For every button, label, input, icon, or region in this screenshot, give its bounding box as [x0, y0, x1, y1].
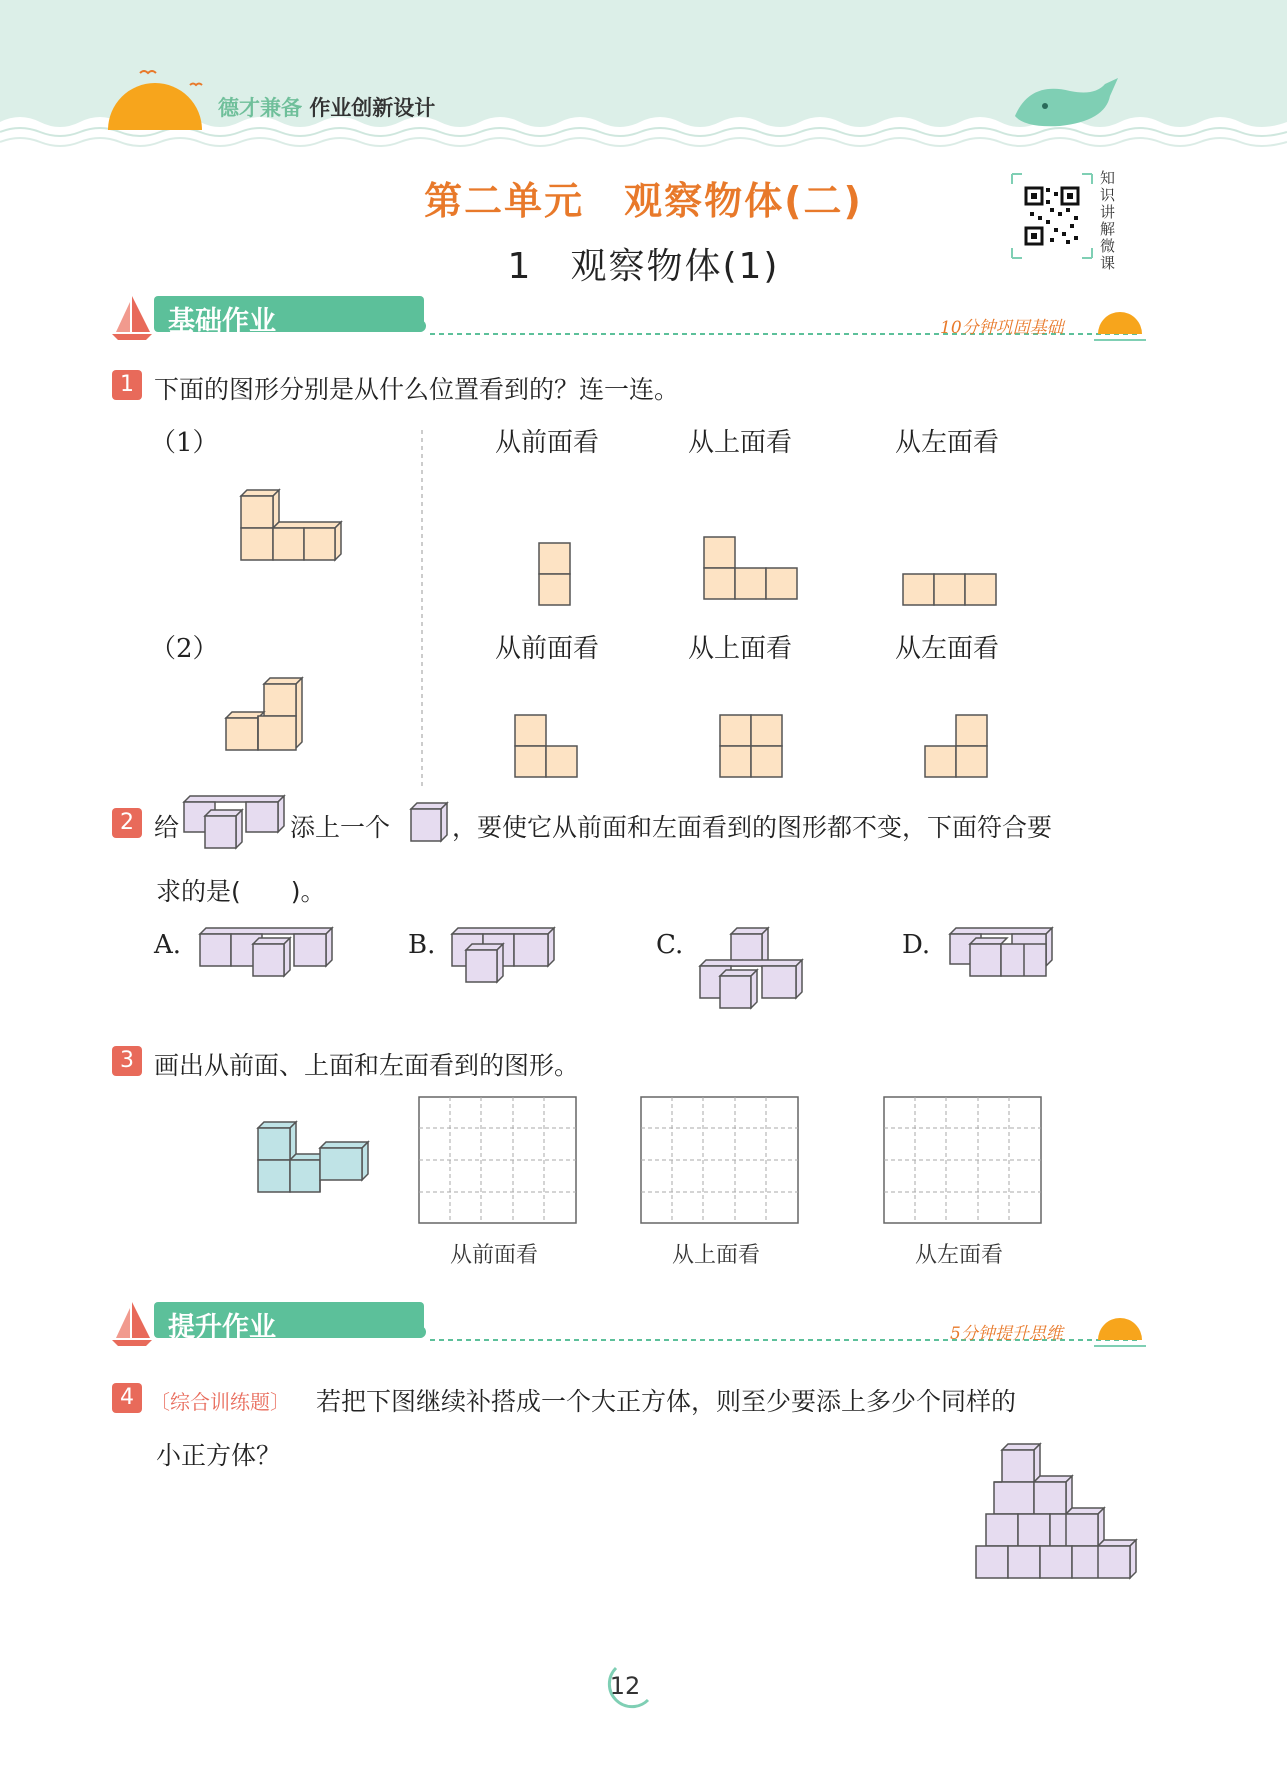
q1-p2-view-shape-1 [514, 714, 580, 780]
q1-part1-label: （1） [150, 428, 219, 458]
whale-icon [1010, 76, 1120, 136]
qr-code-icon[interactable] [1010, 172, 1094, 260]
q2-option-d-figure[interactable] [948, 926, 1056, 982]
q1-p2-view-shape-3 [924, 714, 990, 780]
q2-single-cube [408, 800, 450, 844]
q1-p2-view-left: 从左面看 [895, 634, 1000, 664]
brand-green: 德才兼备 [218, 96, 302, 120]
question-3-text: 画出从前面、上面和左面看到的图形。 [154, 1051, 580, 1080]
q3-grid-left-label: 从左面看 [915, 1243, 1004, 1268]
q1-divider [420, 430, 424, 790]
q1-p2-view-front: 从前面看 [495, 634, 600, 664]
question-4-tag: 〔综合训练题〕 [150, 1390, 290, 1414]
question-number-2: 2 [112, 808, 142, 838]
q1-p2-view-top: 从上面看 [688, 634, 793, 664]
q1-part2-cube-figure [220, 676, 310, 760]
q1-part1-cube-figure [235, 488, 350, 568]
question-2-text-a: 给 [154, 813, 180, 842]
q2-option-b-figure[interactable] [450, 926, 558, 988]
q2-base-figure [180, 794, 288, 850]
q1-p1-view-shape-1 [538, 542, 572, 608]
question-2-text-d: 求的是( )。 [156, 877, 326, 906]
question-number-4: 4 [112, 1383, 142, 1413]
page-number: 12 [609, 1672, 641, 1700]
question-number-3: 3 [112, 1046, 142, 1076]
q1-p1-view-front: 从前面看 [495, 428, 600, 458]
question-number-1: 1 [112, 370, 142, 400]
question-1-text: 下面的图形分别是从什么位置看到的？连一连。 [154, 375, 680, 404]
qr-label: 知识讲解微课 [1100, 169, 1116, 272]
q2-option-c-label[interactable]: C. [656, 930, 684, 960]
q1-part2-label: （2） [150, 634, 219, 664]
section-advanced-tag: 5分钟提升思维 [950, 1324, 1063, 1344]
q2-option-d-label[interactable]: D. [902, 930, 931, 960]
question-4-text-b: 小正方体？ [156, 1441, 282, 1470]
q3-cube-figure [256, 1120, 372, 1204]
section-basic-title: 基础作业 [168, 306, 276, 337]
q1-p1-view-shape-2 [703, 536, 801, 602]
q1-p2-view-shape-2 [719, 714, 785, 780]
question-4-text-a: 若把下图继续补搭成一个大正方体，则至少要添上多少个同样的 [316, 1387, 1017, 1416]
q2-option-a-label[interactable]: A. [154, 930, 182, 960]
section-basic-tag: 10分钟巩固基础 [940, 318, 1064, 338]
sun-icon [100, 55, 210, 135]
q3-grid-front-label: 从前面看 [450, 1243, 539, 1268]
q2-option-a-figure[interactable] [198, 926, 336, 982]
q2-option-c-figure[interactable] [698, 926, 806, 1012]
unit-title: 第二单元 观察物体(二) [424, 179, 863, 223]
q1-p1-view-top: 从上面看 [688, 428, 793, 458]
lesson-title: 1 观察物体(1) [507, 246, 780, 287]
question-2-text-b: 添上一个 [290, 813, 391, 842]
question-2-text-c: ，要使它从前面和左面看到的图形都不变，下面符合要 [452, 813, 1053, 842]
brand-text [218, 92, 435, 122]
q3-grid-front[interactable] [418, 1096, 578, 1226]
q3-grid-top-label: 从上面看 [672, 1243, 761, 1268]
q3-grid-left[interactable] [883, 1096, 1043, 1226]
q1-p1-view-left: 从左面看 [895, 428, 1000, 458]
q4-cube-pyramid [972, 1440, 1142, 1610]
q1-p1-view-shape-3 [902, 573, 1000, 607]
q2-option-b-label[interactable]: B. [408, 930, 436, 960]
brand-dark: 作业创新设计 [309, 96, 436, 120]
section-advanced-title: 提升作业 [168, 1312, 276, 1343]
q3-grid-top[interactable] [640, 1096, 800, 1226]
